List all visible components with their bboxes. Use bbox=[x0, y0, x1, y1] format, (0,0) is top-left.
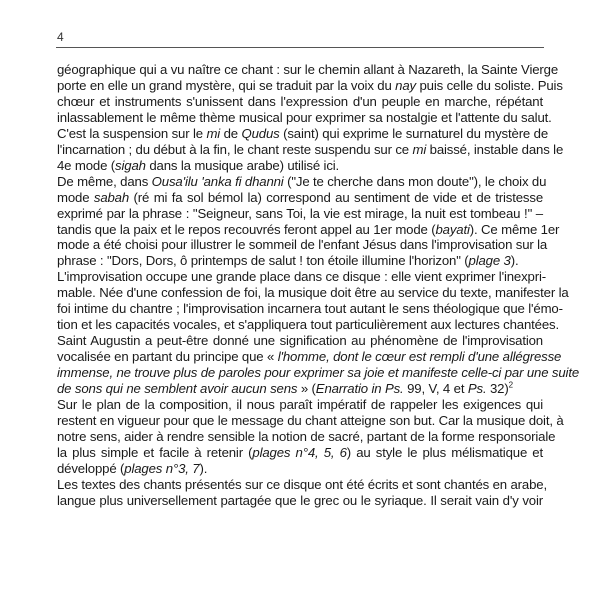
text-run: chœur et instruments s'unissent dans l'expression d'un peuple en marche, répétant bbox=[57, 93, 543, 109]
text-line bbox=[57, 141, 564, 158]
italic-run: mi bbox=[206, 125, 221, 141]
text-line bbox=[57, 476, 547, 493]
text-line bbox=[57, 221, 560, 238]
text-run: ). bbox=[510, 253, 519, 269]
text-run: 4e mode ( bbox=[57, 157, 116, 173]
italic-run: sabah bbox=[93, 189, 130, 205]
text-run: dans la musique arabe) utilisé ici. bbox=[145, 157, 340, 173]
text-run: mable. Née d'une confession de foi, la musique doit être au service du texte, manifester la bbox=[57, 285, 569, 301]
text-run: Sur le plan de la composition, il nous paraît impératif de rappeler les exigences qui bbox=[57, 397, 543, 413]
text-run: tion et les capacités vocales, et s'appliquera tout particulièrement aux lectures chantées. bbox=[57, 317, 560, 333]
italic-run: de sons qui ne semblent avoir aucun sens bbox=[57, 381, 298, 397]
text-line bbox=[57, 269, 546, 285]
text-line bbox=[57, 333, 543, 349]
text-line bbox=[57, 317, 560, 333]
text-line bbox=[57, 206, 543, 222]
footnote-ref: 2 bbox=[508, 380, 513, 390]
text-run: mode a été choisi pour illustrer le sommeil de l'enfant Jésus dans l'improvisation sur la bbox=[57, 237, 548, 253]
text-line bbox=[57, 493, 543, 509]
text-run: la plus simple et facile à retenir ( bbox=[57, 444, 253, 460]
text-line bbox=[57, 285, 569, 301]
text-line bbox=[57, 237, 548, 253]
text-run: porte en elle un grand mystère, qui se traduit par la voix du bbox=[57, 77, 396, 93]
italic-run: nay bbox=[395, 77, 416, 93]
italic-run: mi bbox=[412, 141, 427, 157]
text-line bbox=[57, 445, 543, 461]
text-run: de bbox=[220, 125, 242, 141]
text-line bbox=[57, 397, 543, 413]
italic-run: l'homme, dont le cœur est rempli d'une allégresse bbox=[277, 349, 562, 365]
text-run: foi intime du chantre ; l'improvisation incarnera tout autant le sens théologique que l'émo- bbox=[57, 301, 563, 317]
page-number: 4 bbox=[57, 30, 64, 44]
text-run: » ( bbox=[297, 381, 316, 397]
italic-run: Qudus bbox=[241, 125, 280, 141]
text-run: baissé, instable dans le bbox=[426, 141, 564, 157]
text-line bbox=[57, 158, 543, 174]
text-run: notre sens, aider à rendre sensible la notion de sacré, partant de la forme responsoriale bbox=[57, 428, 556, 444]
italic-run: bayati bbox=[435, 221, 470, 237]
text-run: ) au style le plus mélismatique et bbox=[346, 444, 544, 460]
text-line bbox=[57, 365, 580, 381]
italic-run: plages n°3, 7 bbox=[124, 460, 200, 476]
text-run: exprimé par la phrase : "Seigneur, sans Toi, la vie est mirage, la nuit est tombeau !" – bbox=[57, 205, 543, 221]
text-line bbox=[57, 125, 549, 142]
header-rule bbox=[56, 47, 544, 48]
text-line bbox=[57, 253, 543, 269]
text-run: puis celle du soliste. Puis bbox=[415, 77, 563, 93]
text-line bbox=[57, 109, 552, 126]
text-line bbox=[57, 190, 543, 206]
text-run: Saint Augustin a peut-être donné une signification au phénomène de l'improvisation bbox=[57, 333, 543, 349]
text-run: ). bbox=[199, 460, 208, 476]
text-run: De même, dans bbox=[57, 173, 152, 189]
text-run: vocalisée en partant du principe que « bbox=[57, 349, 278, 365]
text-line bbox=[57, 461, 543, 477]
italic-run: immense, ne trouve plus de paroles pour exprimer sa joie et manifeste celle-ci par une suite bbox=[57, 365, 580, 381]
text-run: l'incarnation ; du début à la fin, le chant reste suspendu sur ce bbox=[57, 141, 413, 157]
italic-run: sigah bbox=[115, 157, 146, 173]
text-run: (ré mi fa sol bémol la) correspond au sentiment de vide et de tristesse bbox=[129, 189, 543, 205]
text-run: L'improvisation occupe une grande place dans ce disque : elle vient exprimer l'inexpri- bbox=[57, 269, 546, 285]
text-line bbox=[57, 62, 559, 78]
text-run: ("Je te cherche dans mon doute"), le choix du bbox=[283, 173, 547, 189]
italic-run: plages n°4, 5, 6 bbox=[252, 444, 347, 460]
text-line bbox=[57, 381, 543, 397]
italic-run: Ousa'ilu 'anka fi dhanni bbox=[151, 173, 284, 189]
text-line bbox=[57, 349, 562, 365]
text-run: 99, V, 4 et bbox=[403, 381, 468, 397]
text-run: développé ( bbox=[57, 460, 125, 476]
text-line bbox=[57, 77, 563, 94]
text-run: restent en vigueur pour que le message du chant atteigne son but. Car la musique doit, à bbox=[57, 412, 564, 428]
text-run: géographique qui a vu naître ce chant : sur le chemin allant à Nazareth, la Sainte Vierge bbox=[57, 62, 559, 77]
italic-run: Ps. bbox=[467, 381, 487, 397]
italic-run: Enarratio in Ps. bbox=[315, 381, 404, 397]
text-run: 32) bbox=[486, 381, 509, 397]
text-line bbox=[57, 412, 564, 429]
text-line bbox=[57, 428, 556, 445]
body-text bbox=[57, 62, 580, 509]
text-line bbox=[57, 94, 543, 110]
text-line bbox=[57, 301, 563, 317]
text-run: phrase : "Dors, Dors, ô printemps de salut ! ton étoile illumine l'horizon" ( bbox=[57, 253, 469, 269]
text-run: tandis que la paix et le repos recouvrés feront appel au 1er mode ( bbox=[57, 221, 436, 237]
italic-run: plage 3 bbox=[468, 253, 511, 269]
text-run: langue plus universellement partagée que le grec ou le syriaque. Il serait vain d'y voir bbox=[57, 492, 543, 508]
text-run: C'est la suspension sur le bbox=[57, 125, 207, 141]
text-run: Les textes des chants présentés sur ce disque ont été écrits et sont chantés en arabe, bbox=[57, 476, 547, 492]
text-run: (saint) qui exprime le surnaturel du mystère de bbox=[279, 125, 549, 141]
text-run: ). Ce même 1er bbox=[469, 221, 560, 237]
text-run: mode bbox=[57, 189, 94, 205]
text-run: inlassablement le même thème musical pour exprimer sa nostalgie et l'attente du salut. bbox=[57, 109, 552, 125]
text-line bbox=[57, 173, 547, 190]
